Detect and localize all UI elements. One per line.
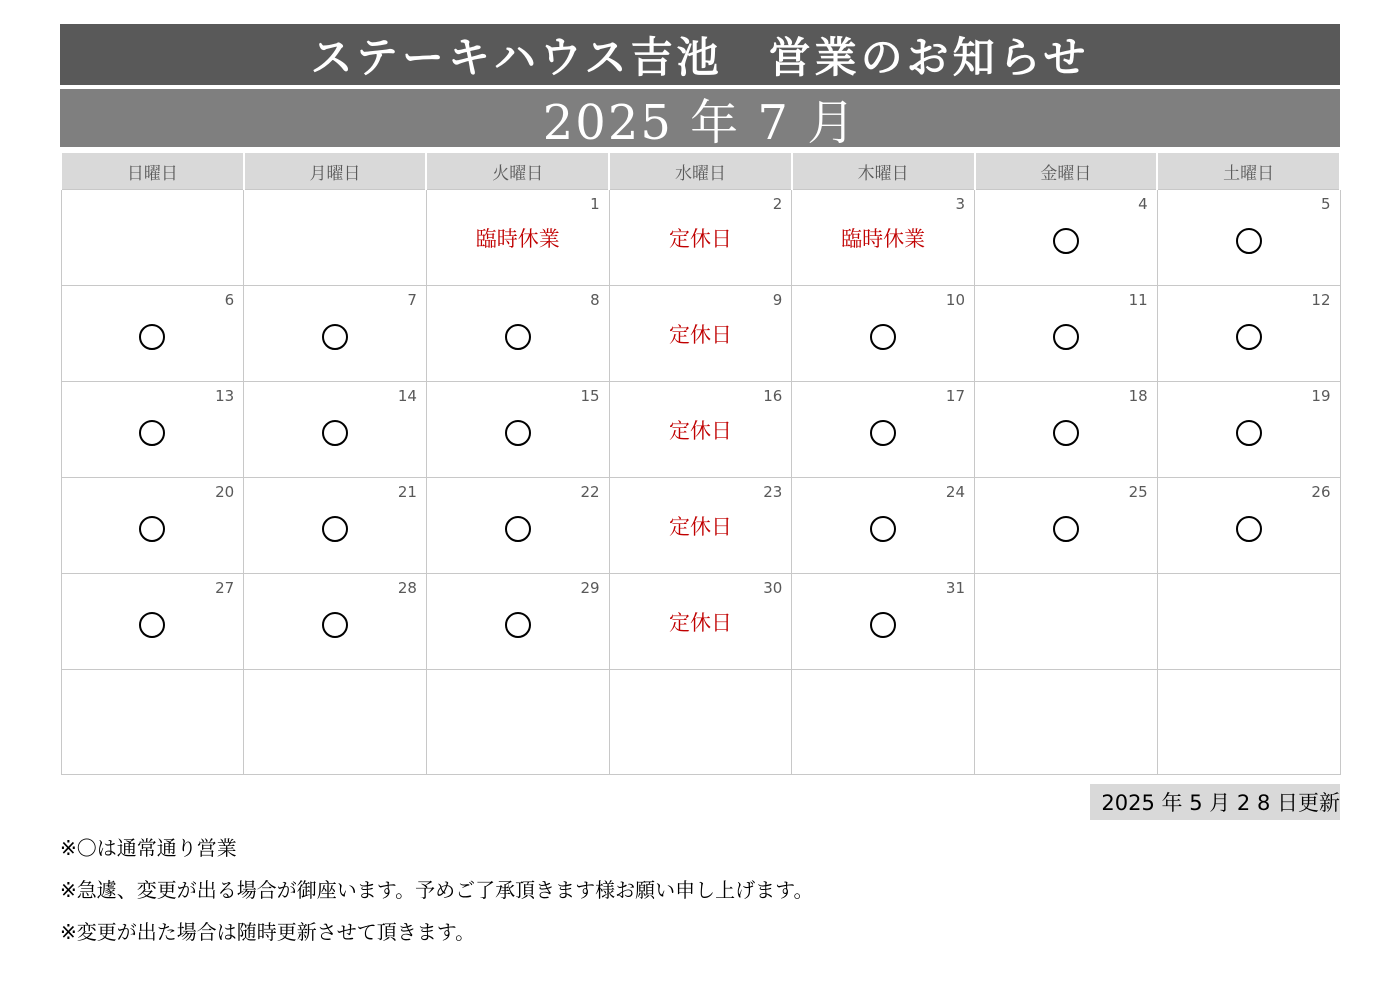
day-number: 4 xyxy=(1138,195,1148,213)
day-number: 23 xyxy=(763,483,783,501)
calendar-day-cell xyxy=(975,670,1158,775)
open-circle-mark xyxy=(139,420,165,446)
calendar-day-cell xyxy=(1157,574,1340,670)
day-number: 14 xyxy=(397,387,417,405)
calendar-day-cell xyxy=(1157,478,1340,574)
day-number: 20 xyxy=(215,483,235,501)
note-change-notice: ※急遽、変更が出る場合が御座います。予めご了承頂きます様お願い申し上げます。 xyxy=(60,878,814,902)
calendar-day-cell xyxy=(426,574,609,670)
weekday-thursday: 木曜日 xyxy=(792,152,975,190)
day-number: 24 xyxy=(945,483,966,501)
calendar-day-cell xyxy=(426,286,609,382)
open-circle-mark xyxy=(505,612,531,638)
day-number: 21 xyxy=(397,483,417,501)
calendar-day-cell xyxy=(61,478,244,574)
day-number: 5 xyxy=(1320,195,1331,213)
day-number: 1 xyxy=(590,195,600,213)
calendar-day-cell xyxy=(244,190,427,286)
open-circle-mark xyxy=(870,516,896,542)
day-number: 16 xyxy=(763,387,783,405)
calendar-grid xyxy=(60,151,1341,775)
day-number: 9 xyxy=(772,291,783,309)
calendar-day-cell xyxy=(975,382,1158,478)
open-circle-mark xyxy=(505,324,531,350)
note-regular-hours: ※〇は通常通り営業 xyxy=(60,836,237,860)
day-number: 30 xyxy=(763,579,783,597)
day-number: 10 xyxy=(945,291,966,309)
open-circle-mark xyxy=(1053,516,1079,542)
day-number: 27 xyxy=(215,579,235,597)
calendar-day-cell xyxy=(1157,382,1340,478)
calendar-day-cell xyxy=(975,286,1158,382)
open-circle-mark xyxy=(1053,324,1079,350)
open-circle-mark xyxy=(1053,420,1079,446)
calendar-day-cell xyxy=(1157,286,1340,382)
calendar-day-cell: 30 定休日 xyxy=(609,574,792,670)
day-number: 7 xyxy=(407,291,417,309)
calendar-day-cell xyxy=(1157,670,1340,775)
calendar-day-cell xyxy=(426,382,609,478)
open-circle-mark xyxy=(1053,228,1079,254)
calendar-day-cell: 3 臨時休業 xyxy=(792,190,975,286)
day-number: 15 xyxy=(580,387,600,405)
calendar-day-cell xyxy=(244,382,427,478)
month-label: 2025 年 7 月 xyxy=(60,89,1340,147)
day-number: 17 xyxy=(945,387,966,405)
open-circle-mark xyxy=(322,420,348,446)
calendar-day-cell: 16 定休日 xyxy=(609,382,792,478)
calendar-week-row xyxy=(61,478,1340,574)
weekday-wednesday: 水曜日 xyxy=(609,152,792,190)
day-number: 11 xyxy=(1128,291,1148,309)
open-circle-mark xyxy=(870,420,896,446)
weekday-sunday: 日曜日 xyxy=(61,152,244,190)
day-number: 12 xyxy=(1311,291,1331,309)
calendar-day-cell xyxy=(426,670,609,775)
open-circle-mark xyxy=(139,516,165,542)
open-circle-mark xyxy=(505,420,531,446)
calendar-day-cell xyxy=(244,478,427,574)
open-circle-mark xyxy=(322,516,348,542)
calendar-week-row xyxy=(61,286,1340,382)
calendar-day-cell xyxy=(792,670,975,775)
open-circle-mark xyxy=(139,612,165,638)
calendar-day-cell xyxy=(61,190,244,286)
calendar-day-cell xyxy=(609,670,792,775)
calendar-day-cell xyxy=(792,478,975,574)
weekday-saturday: 土曜日 xyxy=(1157,152,1340,190)
calendar-day-cell xyxy=(975,574,1158,670)
calendar-day-cell xyxy=(61,382,244,478)
calendar-day-cell xyxy=(1157,190,1340,286)
day-number: 28 xyxy=(397,579,417,597)
open-circle-mark xyxy=(1236,420,1262,446)
calendar-day-cell: 2 定休日 xyxy=(609,190,792,286)
day-number: 13 xyxy=(215,387,235,405)
calendar-day-cell xyxy=(975,478,1158,574)
calendar-week-row xyxy=(61,382,1340,478)
calendar-day-cell: 23 定休日 xyxy=(609,478,792,574)
weekday-header-row xyxy=(61,152,1340,190)
calendar-day-cell xyxy=(61,574,244,670)
day-number: 18 xyxy=(1128,387,1148,405)
open-circle-mark xyxy=(1236,516,1262,542)
weekday-monday: 月曜日 xyxy=(244,152,427,190)
page-title: ステーキハウス吉池 営業のお知らせ xyxy=(60,24,1340,85)
weekday-tuesday: 火曜日 xyxy=(426,152,609,190)
calendar-day-cell xyxy=(61,286,244,382)
calendar-day-cell xyxy=(792,574,975,670)
calendar-day-cell: 9 定休日 xyxy=(609,286,792,382)
calendar-day-cell xyxy=(61,670,244,775)
open-circle-mark xyxy=(322,324,348,350)
day-number: 6 xyxy=(224,291,235,309)
open-circle-mark xyxy=(1236,324,1262,350)
note-update-policy: ※変更が出た場合は随時更新させて頂きます。 xyxy=(60,920,476,944)
day-number: 25 xyxy=(1128,483,1148,501)
open-circle-mark xyxy=(505,516,531,542)
day-number: 2 xyxy=(772,195,783,213)
open-circle-mark xyxy=(1236,228,1262,254)
calendar-day-cell xyxy=(244,286,427,382)
calendar-week-row xyxy=(61,574,1340,670)
open-circle-mark xyxy=(322,612,348,638)
day-number: 26 xyxy=(1311,483,1331,501)
day-number: 22 xyxy=(580,483,600,501)
calendar-day-cell xyxy=(792,382,975,478)
open-circle-mark xyxy=(870,612,896,638)
day-number: 19 xyxy=(1311,387,1331,405)
day-number: 8 xyxy=(590,291,600,309)
updated-date: 2025 年 5 月 2 8 日更新 xyxy=(1090,784,1340,820)
calendar-week-row xyxy=(61,670,1340,775)
calendar-day-cell xyxy=(244,574,427,670)
calendar-day-cell xyxy=(792,286,975,382)
calendar-day-cell xyxy=(975,190,1158,286)
calendar-day-cell xyxy=(244,670,427,775)
calendar-day-cell xyxy=(426,478,609,574)
day-number: 3 xyxy=(955,195,966,213)
calendar-week-row xyxy=(61,190,1340,286)
open-circle-mark xyxy=(870,324,896,350)
weekday-friday: 金曜日 xyxy=(975,152,1158,190)
calendar-day-cell: 1 臨時休業 xyxy=(426,190,609,286)
day-number: 29 xyxy=(580,579,600,597)
day-number: 31 xyxy=(945,579,966,597)
open-circle-mark xyxy=(139,324,165,350)
